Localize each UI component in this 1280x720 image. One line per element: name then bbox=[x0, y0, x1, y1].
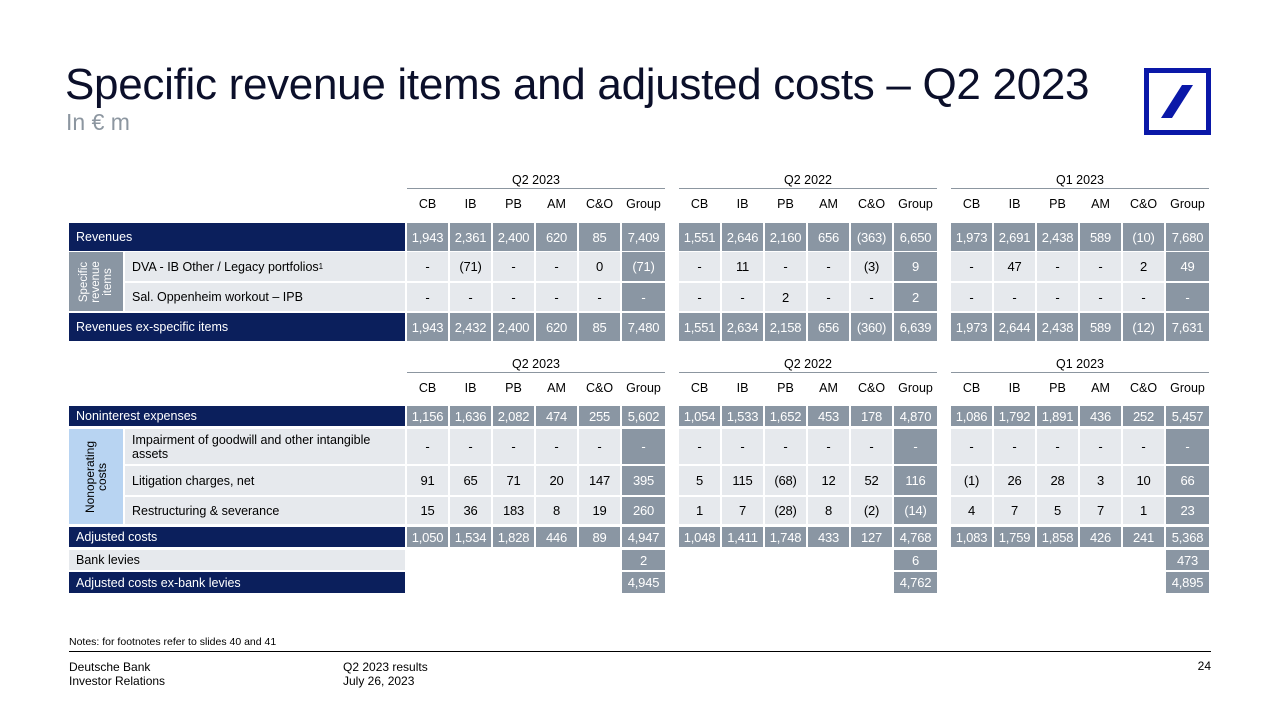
value-cell: 1,048 bbox=[679, 527, 720, 547]
value-cell: 10 bbox=[1123, 466, 1164, 495]
value-cell: 36 bbox=[450, 497, 491, 524]
column-header-pb: PB bbox=[777, 197, 794, 211]
value-cell: 2,646 bbox=[722, 223, 763, 251]
row-label: Impairment of goodwill and other intangible assets bbox=[125, 429, 405, 464]
value-cell: (68) bbox=[765, 466, 806, 495]
value-cell: 5,457 bbox=[1166, 406, 1209, 426]
value-cell: - bbox=[1080, 283, 1121, 311]
value-cell: - bbox=[808, 283, 849, 311]
value-cell: 474 bbox=[536, 406, 577, 426]
row-label: Revenues ex-specific items bbox=[69, 313, 405, 341]
value-cell: - bbox=[493, 252, 534, 281]
column-header-am: AM bbox=[1091, 381, 1110, 395]
value-cell: - bbox=[1080, 429, 1121, 464]
value-cell: 6,650 bbox=[894, 223, 937, 251]
value-cell: 433 bbox=[808, 527, 849, 547]
value-cell: - bbox=[951, 429, 992, 464]
value-cell: 3 bbox=[1080, 466, 1121, 495]
value-cell: - bbox=[536, 283, 577, 311]
value-cell: 1 bbox=[679, 497, 720, 524]
value-cell: 147 bbox=[579, 466, 620, 495]
column-header-group: Group bbox=[898, 381, 933, 395]
value-cell: 7,680 bbox=[1166, 223, 1209, 251]
value-cell: 1,943 bbox=[407, 313, 448, 341]
value-cell: 4,762 bbox=[894, 572, 937, 593]
value-cell: 1,973 bbox=[951, 223, 992, 251]
value-cell: - bbox=[450, 429, 491, 464]
column-header-cb: CB bbox=[418, 381, 437, 395]
value-cell: 7 bbox=[994, 497, 1035, 524]
value-cell: - bbox=[1166, 283, 1209, 311]
value-cell: 7,631 bbox=[1166, 313, 1209, 341]
column-header-pb: PB bbox=[1049, 381, 1066, 395]
period-header: Q1 2023 bbox=[951, 173, 1209, 189]
row-label bbox=[125, 252, 405, 281]
value-cell: 26 bbox=[994, 466, 1035, 495]
value-cell: 52 bbox=[851, 466, 892, 495]
value-cell: 4 bbox=[951, 497, 992, 524]
column-header-group: Group bbox=[1170, 381, 1205, 395]
value-cell: 589 bbox=[1080, 223, 1121, 251]
footer-department: Investor Relations bbox=[69, 674, 166, 688]
page-number: 24 bbox=[1197, 659, 1211, 673]
value-cell: 446 bbox=[536, 527, 577, 547]
value-cell: 2 bbox=[894, 283, 937, 311]
column-header-ib: IB bbox=[464, 197, 477, 211]
value-cell: 2 bbox=[765, 283, 806, 311]
value-cell: 2 bbox=[622, 550, 665, 570]
value-cell: 47 bbox=[994, 252, 1035, 281]
value-cell: 5,368 bbox=[1166, 527, 1209, 547]
value-cell: - bbox=[679, 252, 720, 281]
value-cell: 1,083 bbox=[951, 527, 992, 547]
value-cell: - bbox=[994, 283, 1035, 311]
value-cell: 7,409 bbox=[622, 223, 665, 251]
value-cell: 252 bbox=[1123, 406, 1164, 426]
column-header-cb: CB bbox=[690, 197, 709, 211]
row-label: Bank levies bbox=[69, 550, 405, 570]
value-cell: (363) bbox=[851, 223, 892, 251]
value-cell: 5 bbox=[1037, 497, 1078, 524]
footer-divider bbox=[69, 651, 1211, 652]
value-cell: - bbox=[407, 283, 448, 311]
value-cell: (28) bbox=[765, 497, 806, 524]
value-cell: 1,858 bbox=[1037, 527, 1078, 547]
column-header-am: AM bbox=[547, 381, 566, 395]
column-header-cb: CB bbox=[962, 197, 981, 211]
value-cell: 1,636 bbox=[450, 406, 491, 426]
value-cell: - bbox=[622, 429, 665, 464]
value-cell: 656 bbox=[808, 313, 849, 341]
column-header-ib: IB bbox=[1008, 197, 1021, 211]
value-cell: (14) bbox=[894, 497, 937, 524]
value-cell: 1,533 bbox=[722, 406, 763, 426]
value-cell: 28 bbox=[1037, 466, 1078, 495]
footer-report bbox=[343, 660, 428, 688]
value-cell: (360) bbox=[851, 313, 892, 341]
column-header-cb: CB bbox=[418, 197, 437, 211]
value-cell: 620 bbox=[536, 223, 577, 251]
value-cell: - bbox=[808, 429, 849, 464]
value-cell: 1,973 bbox=[951, 313, 992, 341]
deutsche-bank-logo-icon bbox=[1144, 68, 1211, 135]
column-header-pb: PB bbox=[777, 381, 794, 395]
value-cell: - bbox=[765, 252, 806, 281]
column-header-pb: PB bbox=[505, 381, 522, 395]
column-header-group: Group bbox=[626, 197, 661, 211]
column-header-am: AM bbox=[819, 197, 838, 211]
value-cell: 656 bbox=[808, 223, 849, 251]
value-cell: 178 bbox=[851, 406, 892, 426]
value-cell: - bbox=[450, 283, 491, 311]
value-cell: 1 bbox=[1123, 497, 1164, 524]
column-header-co: C&O bbox=[1129, 197, 1158, 211]
specific-revenue-items-side-label bbox=[69, 252, 123, 311]
value-cell: 589 bbox=[1080, 313, 1121, 341]
row-label-text: Sal. Oppenheim workout – IPB bbox=[132, 290, 303, 304]
value-cell: 12 bbox=[808, 466, 849, 495]
value-cell: - bbox=[679, 283, 720, 311]
value-cell: (10) bbox=[1123, 223, 1164, 251]
value-cell: 1,748 bbox=[765, 527, 806, 547]
side-label-text: Specific revenue items bbox=[78, 260, 114, 303]
value-cell: (71) bbox=[450, 252, 491, 281]
value-cell: 5,602 bbox=[622, 406, 665, 426]
column-header-ib: IB bbox=[736, 381, 749, 395]
value-cell: 2,644 bbox=[994, 313, 1035, 341]
value-cell: 7,480 bbox=[622, 313, 665, 341]
value-cell: 1,551 bbox=[679, 313, 720, 341]
footer-company-name: Deutsche Bank bbox=[69, 660, 151, 674]
value-cell: - bbox=[493, 429, 534, 464]
value-cell: - bbox=[951, 283, 992, 311]
column-header-group: Group bbox=[626, 381, 661, 395]
value-cell: 7 bbox=[1080, 497, 1121, 524]
value-cell: - bbox=[1037, 429, 1078, 464]
value-cell: 1,551 bbox=[679, 223, 720, 251]
value-cell: 183 bbox=[493, 497, 534, 524]
value-cell: 6 bbox=[894, 550, 937, 570]
column-header-ib: IB bbox=[464, 381, 477, 395]
value-cell: - bbox=[1123, 429, 1164, 464]
value-cell: 2,438 bbox=[1037, 313, 1078, 341]
value-cell: - bbox=[722, 429, 763, 464]
value-cell: 2 bbox=[1123, 252, 1164, 281]
value-cell: 1,156 bbox=[407, 406, 448, 426]
value-cell: 11 bbox=[722, 252, 763, 281]
value-cell: 89 bbox=[579, 527, 620, 547]
column-header-am: AM bbox=[1091, 197, 1110, 211]
column-header-am: AM bbox=[547, 197, 566, 211]
value-cell: - bbox=[765, 429, 806, 464]
column-header-pb: PB bbox=[1049, 197, 1066, 211]
value-cell: (71) bbox=[622, 252, 665, 281]
value-cell: 2,432 bbox=[450, 313, 491, 341]
period-header: Q2 2022 bbox=[679, 357, 937, 373]
value-cell: 1,086 bbox=[951, 406, 992, 426]
value-cell: 23 bbox=[1166, 497, 1209, 524]
value-cell: 426 bbox=[1080, 527, 1121, 547]
value-cell: 9 bbox=[894, 252, 937, 281]
value-cell: 395 bbox=[622, 466, 665, 495]
value-cell: - bbox=[808, 252, 849, 281]
column-header-co: C&O bbox=[585, 381, 614, 395]
value-cell: 15 bbox=[407, 497, 448, 524]
value-cell: 2,082 bbox=[493, 406, 534, 426]
side-label-text: Nonoperating costs bbox=[83, 440, 109, 513]
value-cell: - bbox=[679, 429, 720, 464]
period-header: Q2 2022 bbox=[679, 173, 937, 189]
value-cell: 1,534 bbox=[450, 527, 491, 547]
value-cell: 127 bbox=[851, 527, 892, 547]
value-cell: 5 bbox=[679, 466, 720, 495]
value-cell: - bbox=[579, 429, 620, 464]
column-header-cb: CB bbox=[690, 381, 709, 395]
value-cell: - bbox=[407, 429, 448, 464]
value-cell: 1,891 bbox=[1037, 406, 1078, 426]
value-cell: 2,400 bbox=[493, 313, 534, 341]
value-cell: 453 bbox=[808, 406, 849, 426]
column-header-co: C&O bbox=[585, 197, 614, 211]
value-cell: - bbox=[951, 252, 992, 281]
row-label: Restructuring & severance bbox=[125, 497, 405, 524]
value-cell: - bbox=[1080, 252, 1121, 281]
value-cell: 85 bbox=[579, 223, 620, 251]
value-cell: 8 bbox=[536, 497, 577, 524]
value-cell: 2,691 bbox=[994, 223, 1035, 251]
value-cell: 2,634 bbox=[722, 313, 763, 341]
value-cell: 2,438 bbox=[1037, 223, 1078, 251]
value-cell: - bbox=[1037, 252, 1078, 281]
value-cell: 71 bbox=[493, 466, 534, 495]
value-cell: 7 bbox=[722, 497, 763, 524]
value-cell: 4,945 bbox=[622, 572, 665, 593]
value-cell: 2,160 bbox=[765, 223, 806, 251]
row-label: Noninterest expenses bbox=[69, 406, 405, 426]
value-cell: 85 bbox=[579, 313, 620, 341]
value-cell: - bbox=[579, 283, 620, 311]
value-cell: 19 bbox=[579, 497, 620, 524]
page-subtitle: In € m bbox=[66, 109, 130, 135]
column-header-ib: IB bbox=[1008, 381, 1021, 395]
value-cell: 473 bbox=[1166, 550, 1209, 570]
column-header-co: C&O bbox=[857, 197, 886, 211]
value-cell: 0 bbox=[579, 252, 620, 281]
value-cell: - bbox=[894, 429, 937, 464]
column-header-cb: CB bbox=[962, 381, 981, 395]
value-cell: 6,639 bbox=[894, 313, 937, 341]
value-cell: - bbox=[994, 429, 1035, 464]
column-header-am: AM bbox=[819, 381, 838, 395]
column-header-co: C&O bbox=[857, 381, 886, 395]
value-cell: - bbox=[493, 283, 534, 311]
column-header-group: Group bbox=[898, 197, 933, 211]
value-cell: 49 bbox=[1166, 252, 1209, 281]
value-cell: 8 bbox=[808, 497, 849, 524]
value-cell: - bbox=[851, 429, 892, 464]
row-label: Litigation charges, net bbox=[125, 466, 405, 495]
value-cell: 1,652 bbox=[765, 406, 806, 426]
value-cell: 2,400 bbox=[493, 223, 534, 251]
value-cell: 241 bbox=[1123, 527, 1164, 547]
footer-company bbox=[69, 660, 165, 688]
column-header-co: C&O bbox=[1129, 381, 1158, 395]
row-label-text: DVA - IB Other / Legacy portfolios bbox=[132, 259, 319, 274]
value-cell: 1,050 bbox=[407, 527, 448, 547]
value-cell: (1) bbox=[951, 466, 992, 495]
value-cell: (2) bbox=[851, 497, 892, 524]
period-header: Q2 2023 bbox=[407, 357, 665, 373]
value-cell: 620 bbox=[536, 313, 577, 341]
value-cell: 1,411 bbox=[722, 527, 763, 547]
period-header: Q1 2023 bbox=[951, 357, 1209, 373]
value-cell: 260 bbox=[622, 497, 665, 524]
value-cell: 66 bbox=[1166, 466, 1209, 495]
value-cell: (3) bbox=[851, 252, 892, 281]
column-header-group: Group bbox=[1170, 197, 1205, 211]
column-header-ib: IB bbox=[736, 197, 749, 211]
value-cell: 115 bbox=[722, 466, 763, 495]
row-label bbox=[125, 283, 405, 311]
column-header-pb: PB bbox=[505, 197, 522, 211]
footer-date: July 26, 2023 bbox=[343, 674, 415, 688]
value-cell: - bbox=[1037, 283, 1078, 311]
value-cell: 4,947 bbox=[622, 527, 665, 547]
value-cell: 255 bbox=[579, 406, 620, 426]
value-cell: - bbox=[1123, 283, 1164, 311]
value-cell: 436 bbox=[1080, 406, 1121, 426]
value-cell: 2,158 bbox=[765, 313, 806, 341]
value-cell: - bbox=[722, 283, 763, 311]
value-cell: 91 bbox=[407, 466, 448, 495]
period-header: Q2 2023 bbox=[407, 173, 665, 189]
value-cell: 65 bbox=[450, 466, 491, 495]
page-title: Specific revenue items and adjusted costs – Q2 2023 bbox=[65, 60, 1090, 109]
value-cell: - bbox=[407, 252, 448, 281]
value-cell: - bbox=[622, 283, 665, 311]
footnote-notes: Notes: for footnotes refer to slides 40 and 41 bbox=[69, 636, 277, 648]
row-label: Adjusted costs ex-bank levies bbox=[69, 572, 405, 593]
value-cell: 1,792 bbox=[994, 406, 1035, 426]
value-cell: 1,943 bbox=[407, 223, 448, 251]
row-label: Revenues bbox=[69, 223, 405, 251]
value-cell: 2,361 bbox=[450, 223, 491, 251]
value-cell: 4,870 bbox=[894, 406, 937, 426]
value-cell: 20 bbox=[536, 466, 577, 495]
value-cell: - bbox=[536, 252, 577, 281]
value-cell: 1,054 bbox=[679, 406, 720, 426]
row-label: Adjusted costs bbox=[69, 527, 405, 547]
value-cell: - bbox=[851, 283, 892, 311]
value-cell: 1,828 bbox=[493, 527, 534, 547]
value-cell: (12) bbox=[1123, 313, 1164, 341]
nonoperating-costs-side-label bbox=[69, 429, 123, 524]
footnote-marker: 1 bbox=[318, 262, 324, 271]
value-cell: 116 bbox=[894, 466, 937, 495]
value-cell: 4,768 bbox=[894, 527, 937, 547]
value-cell: - bbox=[536, 429, 577, 464]
value-cell: 1,759 bbox=[994, 527, 1035, 547]
value-cell: 4,895 bbox=[1166, 572, 1209, 593]
footer-report-name: Q2 2023 results bbox=[343, 660, 428, 674]
value-cell: - bbox=[1166, 429, 1209, 464]
